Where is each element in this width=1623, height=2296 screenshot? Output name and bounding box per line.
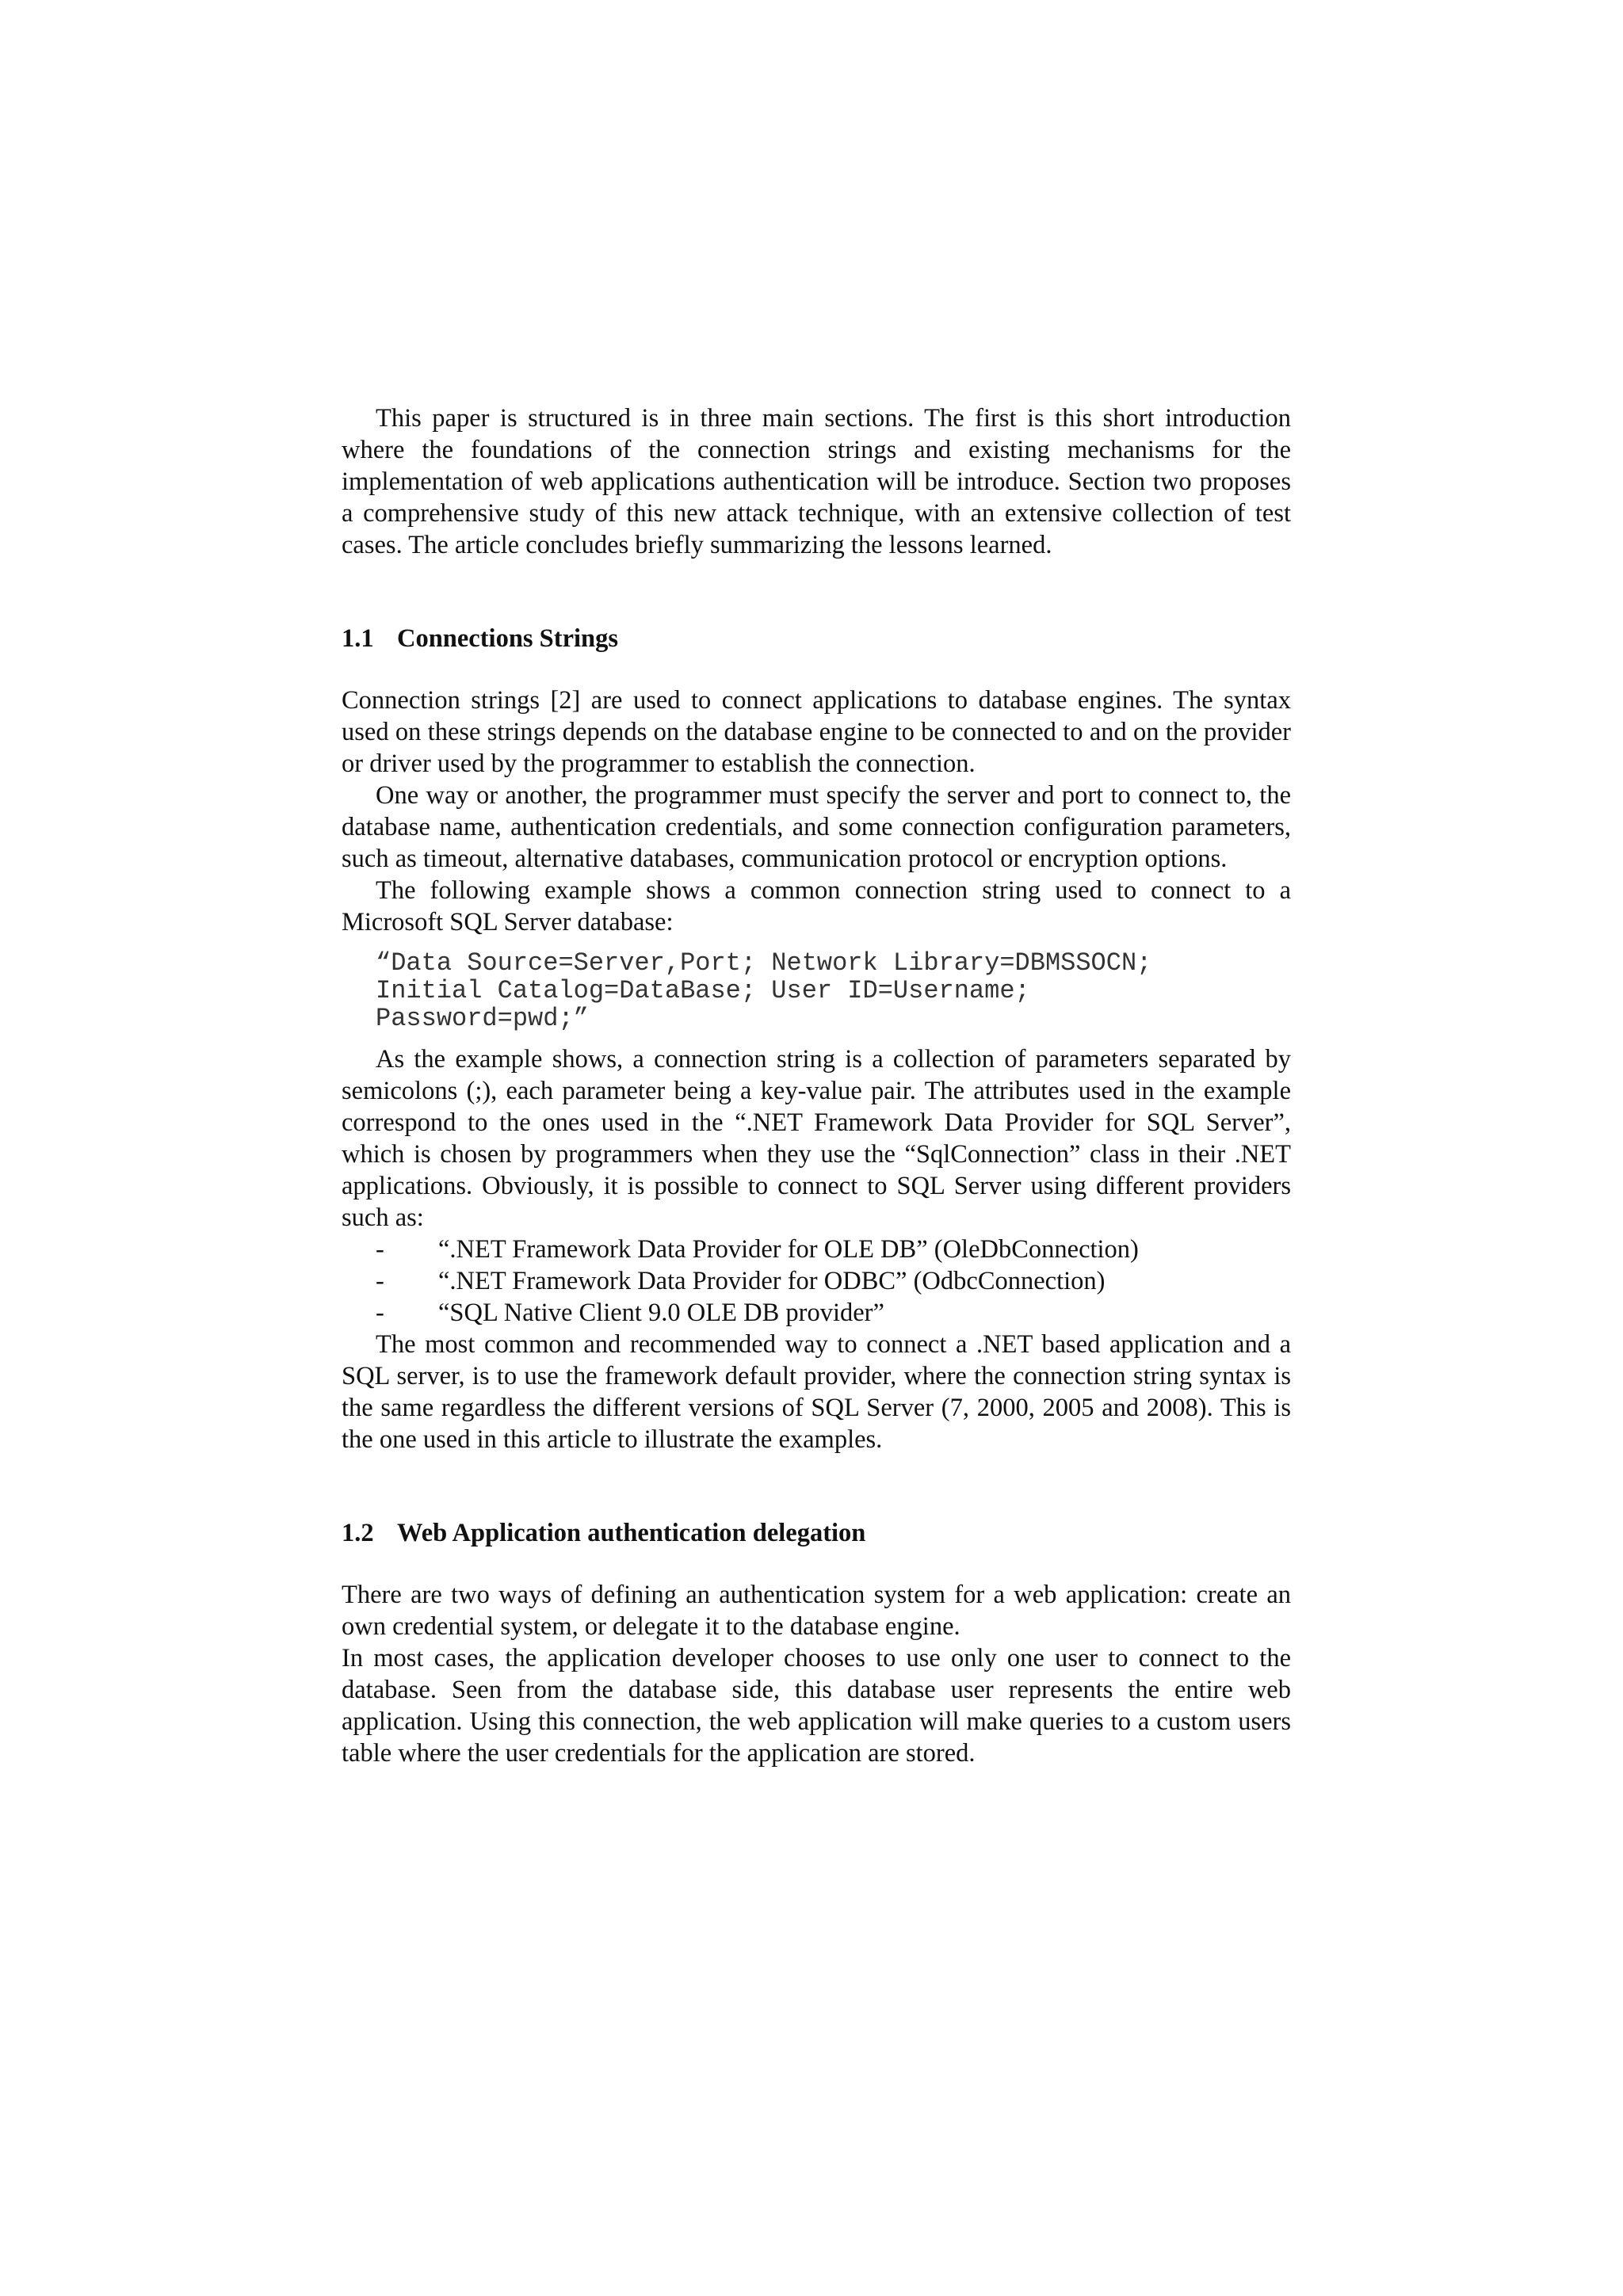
provider-list: [342, 1234, 1291, 1329]
intro-paragraph: This paper is structured is in three main sections. The first is this short introduction where the foundations of the connection strings and existing mechanisms for the implementation of web applications authentication will be introduce. Section two proposes a comprehensive study of this new attack technique, with an extensive collection of test cases. The article concludes briefly summarizing the lessons learned.: [342, 404, 1291, 559]
paragraph-single-user: In most cases, the application developer chooses to use only one user to connect to the database. Seen from the database side, this database user represents the entire web application. Using this connection, the web application will make queries to a custom users table where the user credentials for the application are stored.: [342, 1644, 1291, 1768]
code-example-connection-string: [376, 949, 1291, 1032]
paragraph-recommended-provider: The most common and recommended way to connect a .NET based application and a SQL server, is to use the framework default provider, where the connection string syntax is the same regardless the different versions of SQL Server (7, 2000, 2005 and 2008). This is the one used in this article to illustrate the examples.: [342, 1330, 1291, 1454]
paragraph-connection-strings-intro: Connection strings [2] are used to connect applications to database engines. The syntax used on these strings depends on the database engine to be connected to and on the provider or driver used by the programmer to establish the connection.: [342, 686, 1291, 778]
section-number: 1.1: [342, 624, 374, 653]
paragraph-programmer-specify: One way or another, the programmer must specify the server and port to connect to, the database name, authentication credentials, and some connection configuration parameters, such as timeout, alternative databases, communication protocol or encryption options.: [342, 781, 1291, 873]
list-item-text: “.NET Framework Data Provider for ODBC” (OdbcConnection): [438, 1267, 1106, 1295]
section-title: Web Application authentication delegation: [397, 1519, 866, 1547]
list-item: [342, 1234, 1291, 1265]
list-item: [342, 1297, 1291, 1329]
list-dash: -: [376, 1235, 384, 1264]
section-title: Connections Strings: [397, 624, 618, 653]
paragraph-two-ways: There are two ways of defining an authentication system for a web application: create an own credential system, or delegate it to the database engine.: [342, 1581, 1291, 1641]
list-item-text: “SQL Native Client 9.0 OLE DB provider”: [438, 1299, 884, 1327]
code-line: Initial Catalog=DataBase; User ID=Username;: [376, 976, 1030, 1005]
section-heading-authentication-delegation: [342, 1517, 1291, 1549]
paragraph-example-explanation: As the example shows, a connection string is a collection of parameters separated by semicolons (;), each parameter being a key-value pair. The attributes used in the example correspond to the ones used in the “.NET Framework Data Provider for SQL Server”, which is chosen by programmers when they use the “SqlConnection” class in their .NET applications. Obviously, it is possible to connect to SQL Server using different providers such as:: [342, 1045, 1291, 1232]
code-line: “Data Source=Server,Port; Network Library=DBMSSOCN;: [376, 948, 1152, 978]
list-dash: -: [376, 1299, 384, 1327]
list-item: [342, 1265, 1291, 1297]
list-item-text: “.NET Framework Data Provider for OLE DB” (OleDbConnection): [438, 1235, 1139, 1264]
paragraph-example-intro: The following example shows a common connection string used to connect to a Microsoft SQL Server database:: [342, 876, 1291, 936]
page-body: [342, 402, 1291, 1769]
section-number: 1.2: [342, 1519, 374, 1547]
code-line: Password=pwd;”: [376, 1004, 589, 1033]
list-dash: -: [376, 1267, 384, 1295]
section-heading-connection-strings: [342, 623, 1291, 654]
